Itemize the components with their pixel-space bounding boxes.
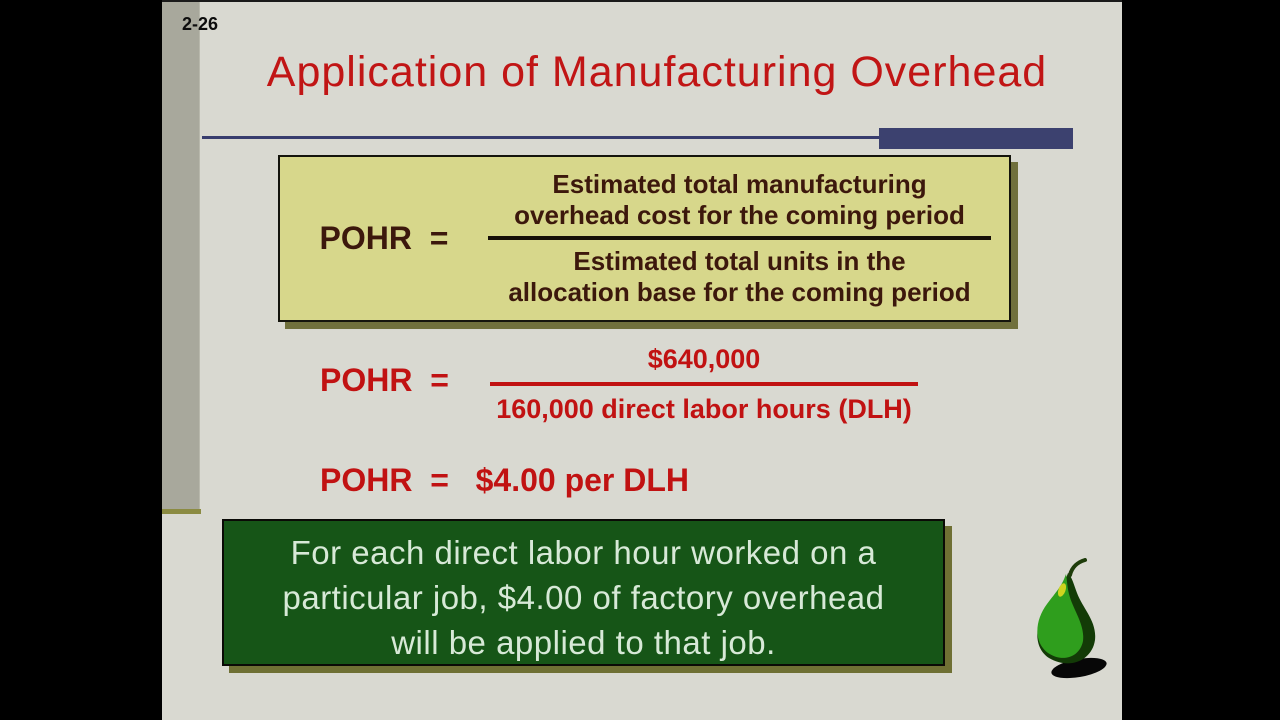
pohr-definition-denominator	[488, 240, 991, 308]
denominator-line: allocation base for the coming period	[508, 277, 971, 307]
title-underline	[202, 136, 882, 139]
pear-clipart-icon	[1022, 558, 1108, 680]
numerator-line: overhead cost for the coming period	[514, 200, 965, 230]
conclusion-line: For each direct labor hour worked on a	[290, 534, 877, 571]
pohr-calculation-lhs: POHR =	[320, 362, 449, 398]
slide	[162, 0, 1122, 720]
denominator-line: Estimated total units in the	[573, 246, 906, 276]
conclusion-box	[222, 519, 945, 666]
slide-title: Application of Manufacturing Overhead	[266, 48, 1048, 96]
conclusion-line: particular job, $4.00 of factory overhead	[282, 579, 885, 616]
pohr-calculation-denominator: 160,000 direct labor hours (DLH)	[496, 394, 912, 424]
pohr-definition-numerator	[488, 169, 991, 240]
pohr-definition-fraction	[488, 169, 991, 308]
numerator-line: Estimated total manufacturing	[552, 169, 927, 199]
slide-number: 2-26	[182, 14, 219, 34]
conclusion-line: will be applied to that job.	[391, 624, 776, 661]
pohr-calculation-numerator: $640,000	[490, 344, 918, 386]
title-underline-accent-block	[879, 128, 1073, 149]
pohr-calculation-fraction	[490, 344, 918, 425]
pohr-result: POHR = $4.00 per DLH	[320, 462, 690, 498]
left-template-strip	[162, 2, 200, 509]
pohr-definition-box	[278, 155, 1011, 322]
pohr-definition-lhs: POHR =	[319, 220, 449, 256]
left-template-strip-end	[162, 509, 201, 514]
